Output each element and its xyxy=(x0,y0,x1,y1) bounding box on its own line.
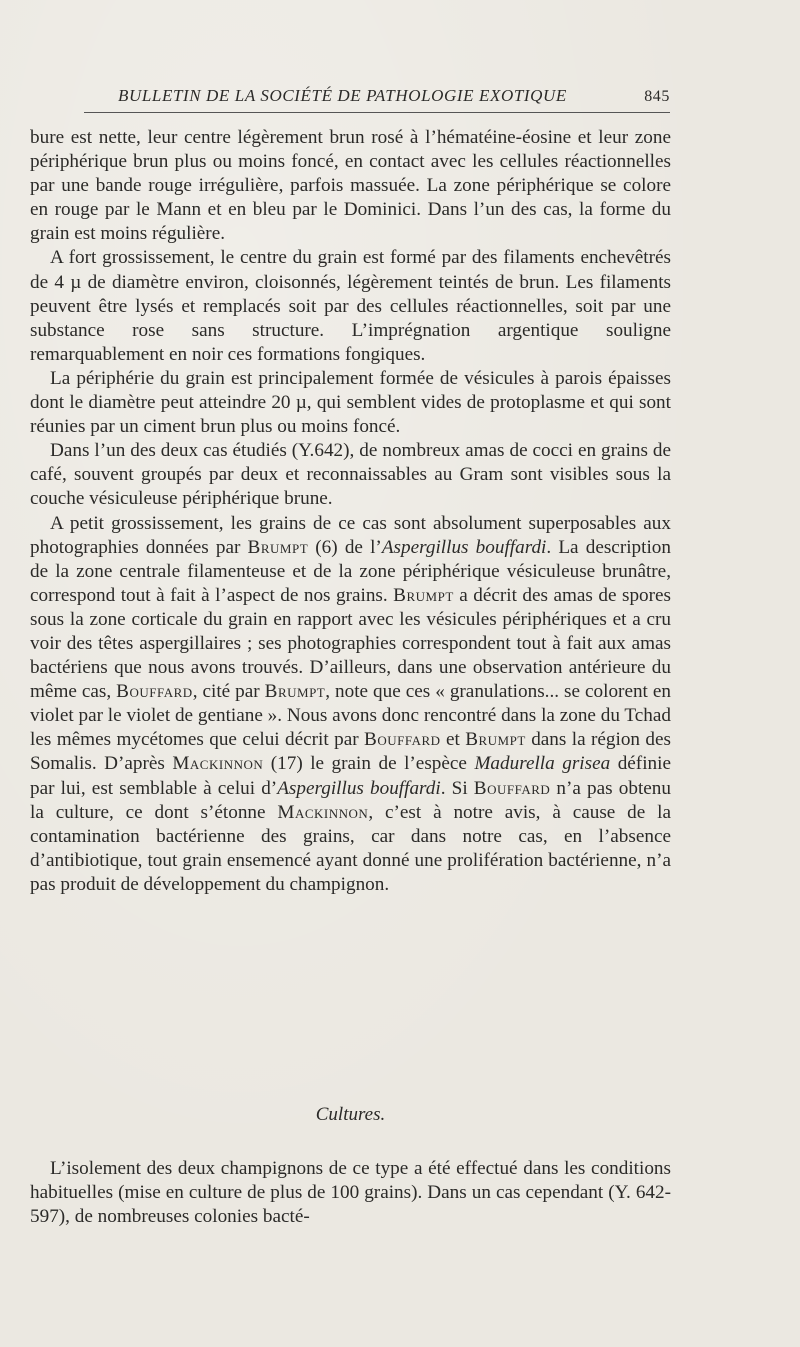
author-name: Mackinnon xyxy=(277,801,369,823)
paragraph-3: La périphérie du grain est principalement formée de vésicules à parois épaisses dont le diamètre peut atteindre 20 µ, qui semblent vides de protoplasme et qui sont réunies par un ciment brun plus ou moins foncé. xyxy=(30,367,671,438)
journal-title: BULLETIN DE LA SOCIÉTÉ DE PATHOLOGIE EXOTIQUE xyxy=(118,86,567,105)
species-name: Madurella grisea xyxy=(474,753,611,775)
body-text xyxy=(30,126,671,897)
text-run: . La description de la zone centrale filamenteuse et de la zone périphérique vésiculeuse brunâtre, correspond tout à fait à l’aspect de nos grains. xyxy=(30,536,671,606)
text-run: , note que ces « granulations... se colorent en violet par le violet de gentiane ». Nous avons donc rencontré dans la zone du Tchad les mêmes mycétomes que celui décrit par xyxy=(30,681,671,751)
author-name: Bouffard xyxy=(364,729,441,751)
text-run: définie par lui, est semblable à celui d’ xyxy=(30,753,671,799)
author-name: Brumpt xyxy=(247,536,309,558)
text-run: . Si xyxy=(440,777,474,799)
text-run: (6) de l’ xyxy=(308,536,382,558)
paragraph-6: L’isolement des deux champignons de ce type a été effectué dans les conditions habituelles (mise en culture de plus de 100 grains). Dans un cas cependant (Y. 642-597), de nombreuses colonies bacté- xyxy=(30,1158,671,1228)
text-run: A petit grossissement, les grains de ce cas sont absolument superposables aux photographies données par xyxy=(30,512,671,558)
author-name: Bouffard xyxy=(116,681,193,703)
paragraph-1: bure est nette, leur centre légèrement brun rosé à l’hématéine-éosine et leur zone périphérique brun plus ou moins foncé, en contact avec les cellules réactionnelles par une bande rouge irrégulière, parfois massuée. La zone périphérique se colore en rouge par le Mann et en bleu par le Dominici. Dans l’un des cas, la forme du grain est moins régulière. xyxy=(30,127,671,245)
author-name: Brumpt xyxy=(264,681,326,703)
paragraph-4: Dans l’un des deux cas étudiés (Y.642), de nombreux amas de cocci en grains de café, souvent groupés par deux et reconnaissables au Gram sont visibles sous la couche vésiculeuse périphérique brune. xyxy=(30,440,671,510)
paragraph-2: A fort grossissement, le centre du grain est formé par des filaments enchevêtrés de 4 µ de diamètre environ, cloisonnés, légèrement teintés de brun. Les filaments peuvent être lysés et remplacés soit par des cellules réactionnelles, soit par une substance rose sans structure. L’imprégnation argentique souligne remarquablement en noir ces formations fongiques. xyxy=(30,247,671,365)
section-heading: Cultures. xyxy=(315,1104,386,1125)
author-name: Mackinnon xyxy=(172,753,264,775)
text-run: et xyxy=(440,729,466,751)
author-name: Brumpt xyxy=(393,584,454,606)
species-name: Aspergillus bouffardi xyxy=(381,536,547,558)
author-name: Bouffard xyxy=(473,777,551,799)
body-text-continued xyxy=(30,1157,671,1230)
text-run: a décrit des amas de spores sous la zone corticale du grain en rapport avec les vésicules périphériques et a cru voir des têtes aspergillaires ; ses photographies correspondent tout à fait aux amas bactériens que nous avons trouvés. D’ailleurs, dans une observation antérieure du même cas, xyxy=(30,584,671,703)
species-name: Aspergillus bouffardi xyxy=(277,777,441,799)
text-run: (17) le grain de l’espèce xyxy=(263,753,475,775)
text-run: n’a pas obtenu la culture, ce dont s’étonne xyxy=(30,777,671,823)
text-run: , cité par xyxy=(192,681,265,703)
running-head xyxy=(84,86,684,110)
page-number: 845 xyxy=(644,88,670,105)
author-name: Brumpt xyxy=(465,729,526,751)
text-run: , c’est à notre avis, à cause de la contamination bactérienne des grains, car dans notre cas, en l’absence d’antibiotique, tout grain ensemencé ayant donné une prolifération bactérienne, n’a pas produit de développement du champignon. xyxy=(30,801,672,895)
text-run: dans la région des Somalis. D’après xyxy=(30,729,672,775)
header-rule xyxy=(84,112,670,113)
paragraph-5 xyxy=(30,512,671,898)
